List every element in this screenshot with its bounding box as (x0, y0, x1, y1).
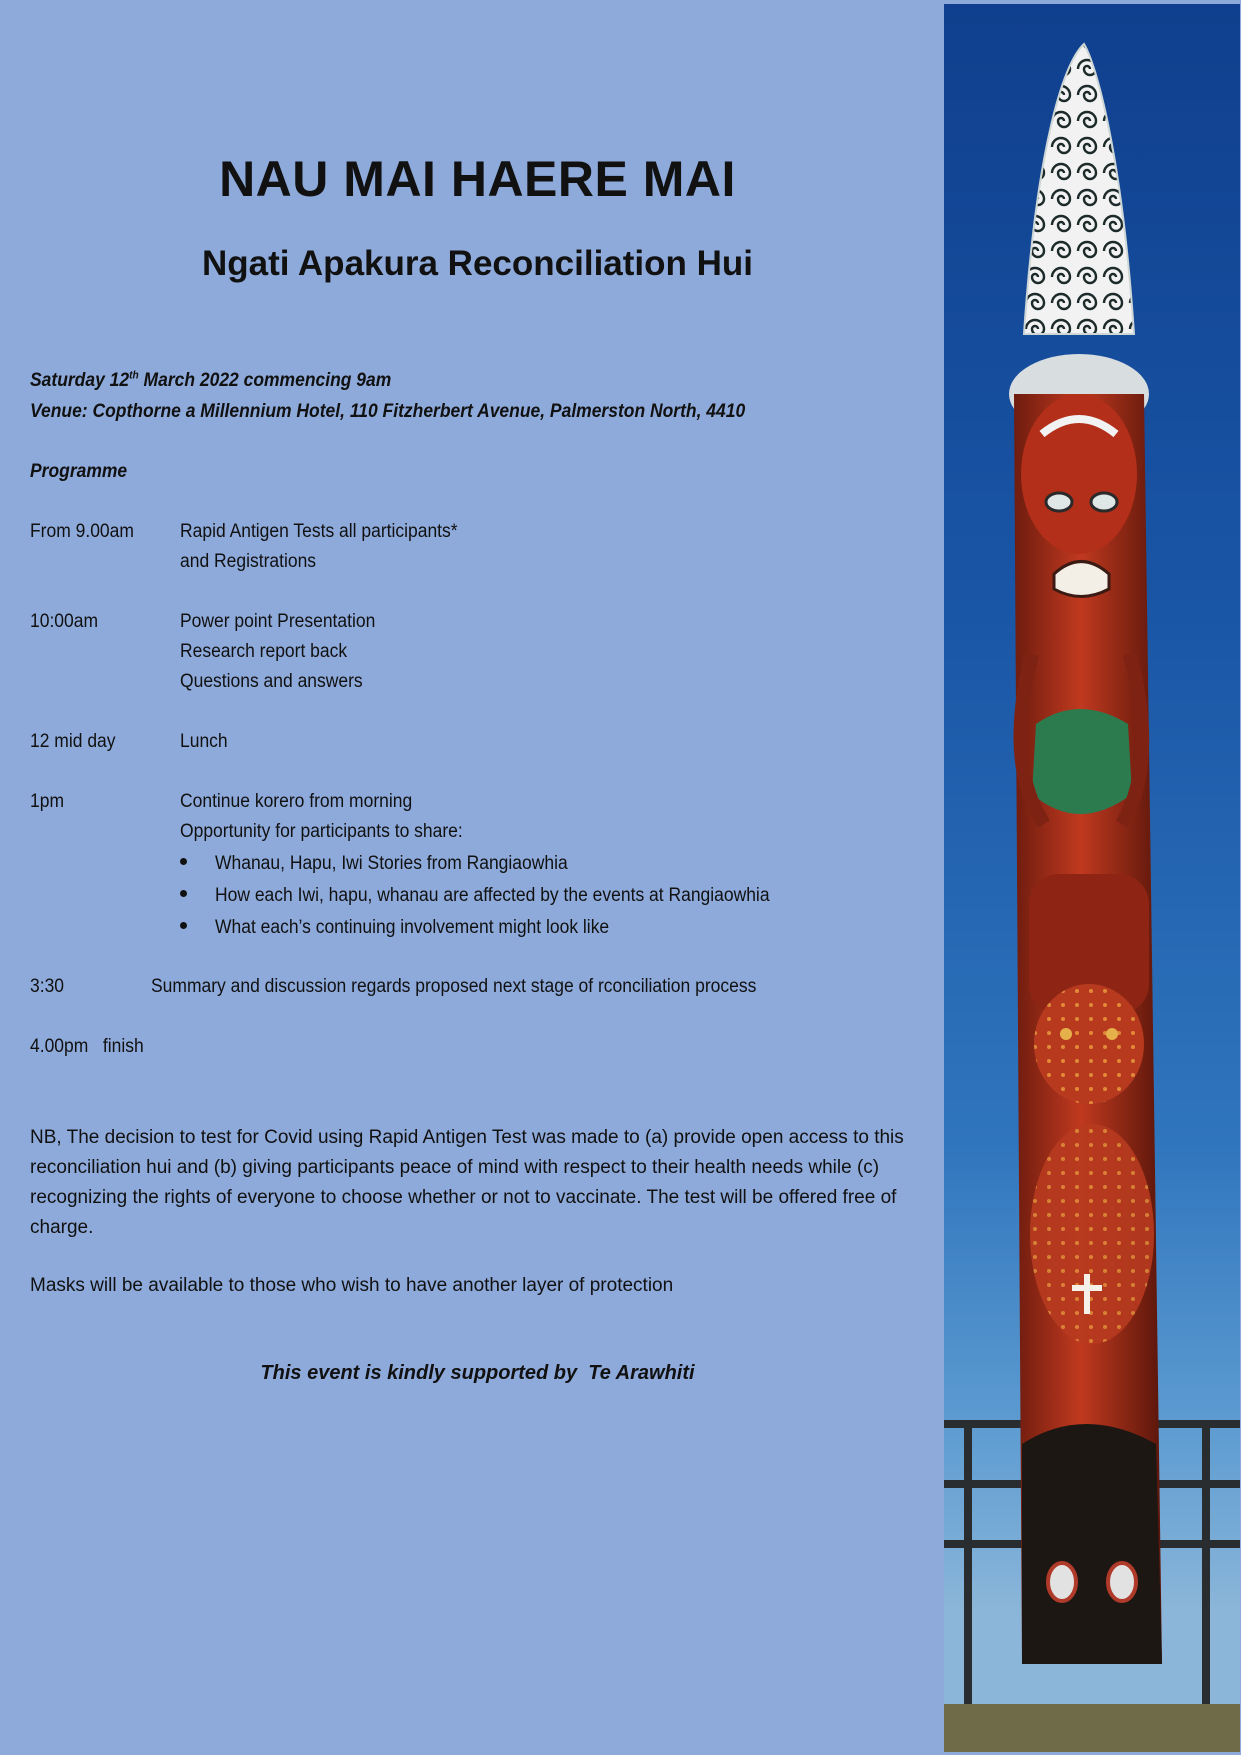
programme-item-1-line-2: and Registrations (180, 551, 317, 572)
page-subtitle: Ngati Apakura Reconciliation Hui (201, 244, 753, 283)
list-item (180, 885, 818, 907)
event-date (30, 370, 391, 392)
carved-pou-photo (944, 4, 1240, 1752)
bullet-icon (180, 890, 187, 897)
programme-item-4-line-1: Continue korero from morning (180, 791, 413, 812)
list-item-text: How each Iwi, hapu, whanau are affected by the events at Rangiaowhia (215, 885, 770, 906)
event-date-ordinal: th (129, 369, 139, 382)
programme-item-2-line-2: Research report back (180, 641, 348, 662)
programme-item-3-line-1: Lunch (180, 731, 228, 752)
carved-pou-icon (944, 4, 1240, 1752)
programme-item-1-line-1: Rapid Antigen Tests all participants* (180, 521, 458, 542)
bullet-icon (180, 922, 187, 929)
event-date-prefix: Saturday 12 (30, 370, 130, 391)
programme-time-2: 10:00am (30, 611, 99, 632)
programme-item-2-line-1: Power point Presentation (180, 611, 376, 632)
event-venue: Venue: Copthorne a Millennium Hotel, 110 Fitzherbert Avenue, Palmerston North, 4410 (30, 401, 746, 422)
programme-time-4: 1pm (30, 791, 65, 812)
list-item-text: Whanau, Hapu, Iwi Stories from Rangiaowhia (215, 853, 568, 874)
event-date-suffix: March 2022 commencing 9am (138, 370, 392, 391)
list-item (180, 853, 598, 875)
programme-time-5: 3:30 (30, 976, 65, 997)
programme-item-2-line-3: Questions and answers (180, 671, 363, 692)
programme-item-5-line-1: Summary and discussion regards proposed next stage of rconciliation process (151, 976, 757, 997)
nb-paragraph: NB, The decision to test for Covid using Rapid Antigen Test was made to (a) provide open access to this reconciliation hui and (b) giving participants peace of mind with respect to their health needs while (c) recognizing the rights of everyone to choose whether or not to vaccinate. The test will be offered free of charge. (30, 1127, 904, 1238)
programme-time-3: 12 mid day (30, 731, 116, 752)
list-item-text: What each’s continuing involvement might look like (215, 917, 610, 938)
bullet-icon (180, 858, 187, 865)
list-item (180, 917, 643, 939)
programme-heading: Programme (30, 461, 128, 482)
programme-item-4-line-2: Opportunity for participants to share: (180, 821, 463, 842)
masks-paragraph: Masks will be available to those who wish to have another layer of protection (30, 1275, 674, 1296)
programme-time-1: From 9.00am (30, 521, 134, 542)
support-statement: This event is kindly supported by Te Arawhiti (260, 1362, 695, 1384)
programme-finish: 4.00pm finish (30, 1036, 144, 1057)
page-title: NAU MAI HAERE MAI (219, 151, 736, 207)
